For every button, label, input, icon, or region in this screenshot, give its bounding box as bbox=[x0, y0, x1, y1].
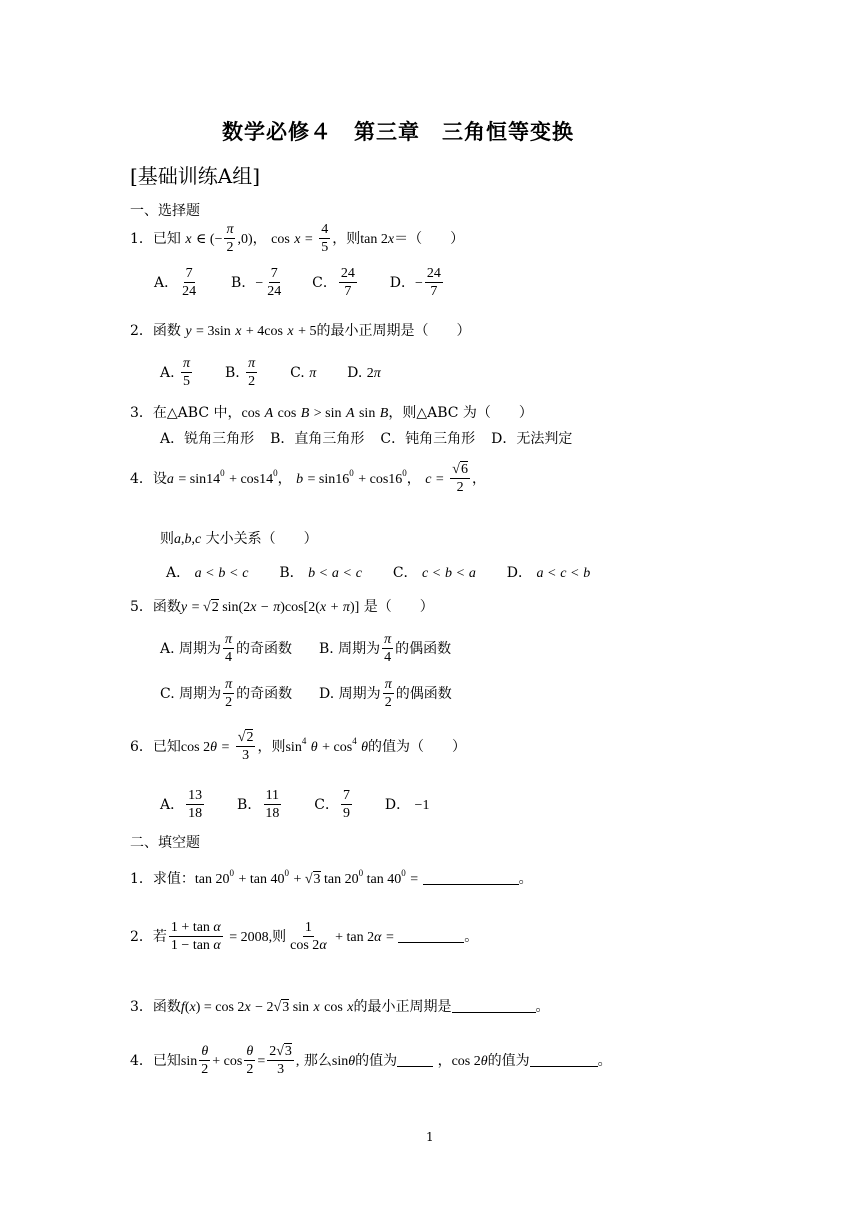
page-title: 数学必修４ 第三章 三角恒等变换 bbox=[222, 120, 574, 144]
option-c: C． bbox=[312, 274, 337, 291]
option-c: C. bbox=[290, 364, 305, 381]
fill-question-3: 3．函数f(x) = cos 2x − 2√3 sin x cos x的最小正周期是 。 bbox=[130, 999, 550, 1015]
option-c: C．钝角三角形 bbox=[380, 431, 476, 447]
question-6-options: A． $\frac{13}{18}$ B． $\frac{11}{18}$ C． $\frac{7}{9}$ D． −1 bbox=[160, 788, 430, 822]
question-3-options bbox=[160, 428, 572, 448]
option-b: B． bbox=[279, 565, 304, 581]
answer-blank[interactable] bbox=[397, 1052, 433, 1067]
fill-question-2: 2．若 $\frac{\text{1 + tan α}}{\text{1 − tan α}}$ = 2008,则 $\frac{1}{\cos 2\alpha}$ + tan 2α = 。 bbox=[130, 920, 479, 954]
question-4-line2: 则a,b,c 大小关系（ ） bbox=[160, 531, 318, 547]
option-b: B. bbox=[224, 364, 240, 381]
part-heading-choice: 一、选择题 bbox=[130, 203, 200, 219]
fill-question-4: 4．已知sin $\frac{\theta}{2}$ + cos $\frac{\theta}{2}$ = $\frac{2√3}{3}$ , 那么sinθ的值为 ，cos 2θ的值为 。 bbox=[130, 1044, 612, 1078]
option-c: C． bbox=[392, 565, 418, 581]
option-d: D. 周期为 bbox=[319, 685, 381, 702]
question-2: 2．函数 y = 3sin x + 4cos x + 5的最小正周期是（ ） bbox=[130, 323, 471, 339]
option-a: A． bbox=[160, 796, 185, 813]
question-4: 4．设$a = \sin 14^0 + \cos 14^0$， $b = \sin 16^0 + \cos 16^0$， c = $\frac{√6}{2}$ ， bbox=[130, 462, 486, 496]
question-6: 6．已知cos 2θ = $\frac{√2}{3}$ ，则$\sin^4 \theta + \cos^4 \theta$的值为（ ） bbox=[130, 730, 467, 764]
question-3: 3．在△ABC 中，cos A cos B > sin A sin B，则△ABC 为（ ） bbox=[130, 405, 533, 421]
part-heading-fill: 二、填空题 bbox=[130, 835, 200, 851]
option-d: D. bbox=[347, 364, 363, 381]
option-a: A. 周期为 bbox=[160, 640, 222, 657]
question-2-options: A. $\frac{\pi}{5}$ B. $\frac{\pi}{2}$ C. π D. 2π bbox=[160, 356, 381, 390]
option-a: A． bbox=[154, 274, 179, 291]
option-a: A．锐角三角形 bbox=[160, 431, 255, 447]
question-5: 5．函数y = √2 sin(2x − π)cos[2(x + π)] 是（ ） bbox=[130, 599, 434, 615]
question-1-options: A． $\frac{7}{24}$ B．− $\frac{7}{24}$ C． $\frac{24}{7}$ D．− $\frac{24}{7}$ bbox=[154, 266, 441, 300]
section-heading: [基础训练A组] bbox=[130, 164, 261, 188]
option-a: A. bbox=[160, 364, 175, 381]
q1-number: 1．已知 bbox=[130, 230, 181, 247]
question-1: 1．已知 x ∈ (− $\frac{\pi}{2}$ ,0)， cos x = $\frac{4}{5}$ ，则tan 2x＝（ ） bbox=[130, 222, 465, 256]
fill-question-1: 1．求值：$\tan 20^0 + \tan 40^0 + √3$ $\tan 20^0$ $\tan 40^0$ = 。 bbox=[130, 868, 533, 887]
answer-blank[interactable] bbox=[423, 870, 519, 885]
option-b: B．直角三角形 bbox=[270, 431, 365, 447]
option-b: B. 周期为 bbox=[318, 640, 381, 657]
option-d: D．无法判定 bbox=[491, 431, 573, 447]
option-b: B． bbox=[231, 274, 256, 291]
option-a: A． bbox=[166, 565, 191, 581]
page-number: 1 bbox=[426, 1130, 434, 1144]
answer-blank[interactable] bbox=[398, 928, 464, 943]
option-b: B． bbox=[237, 796, 262, 813]
option-c: C. 周期为 bbox=[160, 685, 222, 702]
option-d: D． bbox=[389, 274, 415, 291]
question-5-options-row2: C. 周期为 $\frac{\pi}{2}$ 的奇函数 D. 周期为 $\frac{\pi}{2}$ 的偶函数 bbox=[160, 677, 452, 711]
answer-blank[interactable] bbox=[530, 1052, 598, 1067]
question-4-options: A． a < b < c B． b < a < c C． c < b < a D． a < c < b bbox=[166, 565, 591, 581]
option-c: C． bbox=[314, 796, 339, 813]
option-d: D． bbox=[384, 796, 411, 813]
answer-blank[interactable] bbox=[452, 998, 536, 1013]
question-5-options-row1: A. 周期为 $\frac{\pi}{4}$ 的奇函数 B. 周期为 $\frac{\pi}{4}$ 的偶函数 bbox=[160, 632, 452, 666]
option-d: D． bbox=[506, 565, 532, 581]
